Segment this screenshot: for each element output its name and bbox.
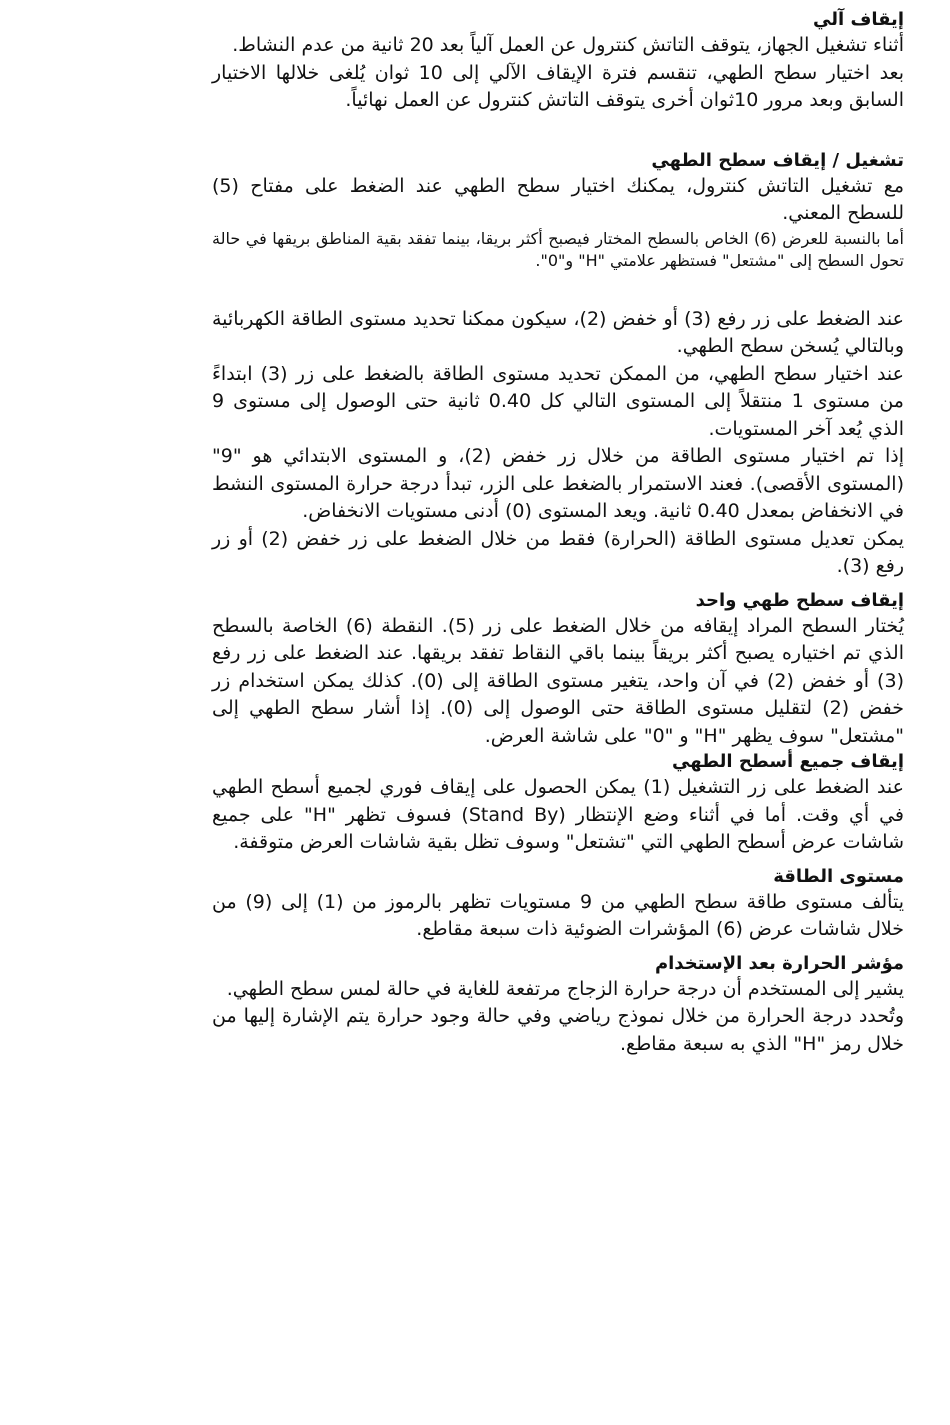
section-power-level [212, 865, 904, 944]
section-all-off [212, 750, 904, 857]
document-body [212, 8, 904, 1058]
paragraph: إذا تم اختيار مستوى الطاقة من خلال زر خفض (2)، و المستوى الابتدائي هو "9" (المستوى الأقصى). فعند الاستمرار بالضغط على الزر، تبدأ درجة حرارة المستوى النشط في الانخفاض بمعدل 0.40 ثانية. ويعد المستوى (0) أدنى مستويات الانخفاض. [212, 445, 904, 522]
paragraph: بعد اختيار سطح الطهي، تنقسم فترة الإيقاف الآلي إلى 10 ثوان يُلغى خلالها الاختيار السابق وبعد مرور 10ثوان أخرى يتوقف التاتش كنترول عن العمل نهائياً. [212, 61, 904, 111]
paragraph: يمكن تعديل مستوى الطاقة (الحرارة) فقط من خلال الضغط على زر خفض (2) أو زر رفع (3). [212, 527, 904, 577]
paragraph: أثناء تشغيل الجهاز، يتوقف التاتش كنترول عن العمل آلياً بعد 20 ثانية من عدم النشاط. [232, 34, 904, 56]
paragraph: مع تشغيل التاتش كنترول، يمكنك اختيار سطح الطهي عند الضغط على مفتاح (5) للسطح المعني. [212, 174, 904, 224]
spacer [212, 272, 904, 306]
spacer [212, 857, 904, 865]
paragraph: عند اختيار سطح الطهي، من الممكن تحديد مستوى الطاقة بالضغط على زر (3) ابتداءً من مستوى 1 منتقلاً إلى المستوى التالي كل 0.40 ثانية حتى الوصول إلى مستوى 9 الذي يُعد آخر المستويات. [212, 362, 904, 440]
section-single-off [212, 589, 904, 751]
section-on-off-surface [212, 149, 904, 272]
spacer [212, 581, 904, 589]
section-auto-off [212, 8, 904, 115]
paragraph: عند الضغط على زر التشغيل (1) يمكن الحصول على إيقاف فوري لجميع أسطح الطهي في أي وقت. أما في أثناء وضع الإنتظار (Stand By) فسوف تظهر "H" على جميع شاشات عرض أسطح الطهي التي "تشتعل" وسوف تظل بقية شاشات العرض متوقفة. [212, 776, 905, 853]
section-heading: مؤشر الحرارة بعد الإستخدام [654, 952, 904, 974]
section-power-level-setting [212, 306, 904, 581]
spacer [212, 115, 904, 149]
paragraph: يتألف مستوى طاقة سطح الطهي من 9 مستويات تظهر بالرموز من (1) إلى (9) من خلال شاشات عرض (6) المؤشرات الضوئية ذات سبعة مقاطع. [212, 890, 904, 940]
paragraph: وتُحدد درجة الحرارة من خلال نموذج رياضي وفي حالة وجود حرارة يتم الإشارة إليها من خلال رمز "H" الذي به سبعة مقاطع. [212, 1005, 904, 1055]
spacer [212, 944, 904, 952]
section-heading: إيقاف آلي [813, 9, 904, 30]
section-heading: مستوى الطاقة [773, 865, 904, 887]
section-heading: إيقاف سطح طهي واحد [695, 589, 904, 611]
paragraph: عند الضغط على زر رفع (3) أو خفض (2)، سيكون ممكنا تحديد مستوى الطاقة الكهربائية وبالتالي يُسخن سطح الطهي. [212, 307, 904, 357]
section-heading: تشغيل / إيقاف سطح الطهي [651, 149, 904, 171]
paragraph: يشير إلى المستخدم أن درجة حرارة الزجاج مرتفعة للغاية في حالة لمس سطح الطهي. [226, 977, 904, 1000]
paragraph: أما بالنسبة للعرض (6) الخاص بالسطح المختار فيصبح أكثر بريقا، بينما تفقد بقية المناطق بريقها في حالة تحول السطح إلى "مشتعل" فستظهر علامتي "H" و"0". [212, 228, 904, 270]
paragraph: يُختار السطح المراد إيقافه من خلال الضغط على زر (5). النقطة (6) الخاصة بالسطح الذي تم اختياره يصبح أكثر بريقاً بينما باقي النقاط تفقد بريقها. عند الضغط على زر رفع (3) أو خفض (2) في آن واحد، يتغير مستوى الطاقة إلى (0). كذلك يمكن استخدام زر خفض (2) لتقليل مستوى الطاقة حتى الوصول إلى (0). إذا أشار سطح الطهي إلى "مشتعل" سوف يظهر "H" و "0" على شاشة العرض. [212, 614, 905, 747]
section-residual-heat [212, 952, 904, 1059]
section-heading: إيقاف جميع أسطح الطهي [672, 751, 904, 772]
